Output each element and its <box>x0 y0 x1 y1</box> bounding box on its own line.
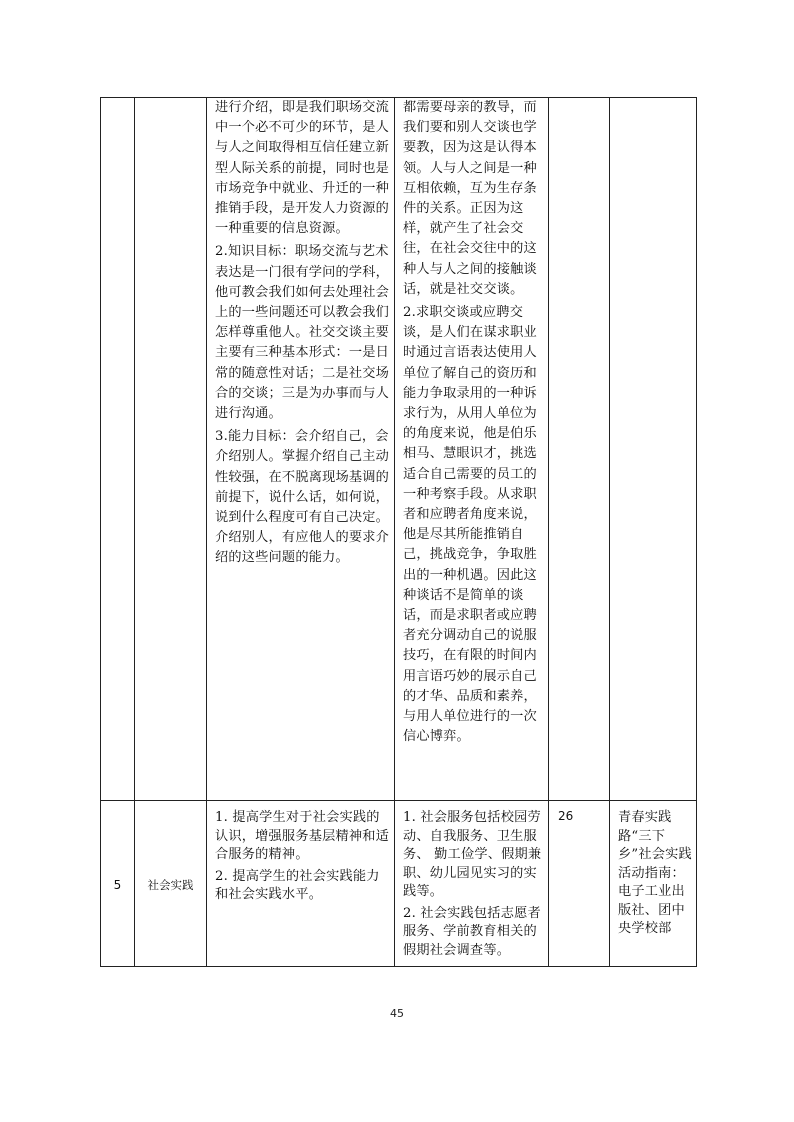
content-cell <box>395 98 549 801</box>
course-name-cell: 社会实践 <box>135 801 207 967</box>
content-paragraph: 2. 社会实践包括志愿者服务、学前教育相关的假期社会调查等。 <box>403 905 541 958</box>
resources-cell: 青春实践路“三下乡”社会实践活动指南：电子工业出版社、团中央学校部 <box>610 801 697 967</box>
hours-cell: 26 <box>549 801 610 967</box>
objective-paragraph: 2.知识目标：职场交流与艺术表达是一门很有学问的学科，他可教会我们如何去处理社会上的一些问题还可以教会我们怎样尊重他人。社交交谈主要主要有三种基本形式：一是日常的随意性对话；二是社交场合的交谈；三是为办事而与人进行沟通。 <box>215 244 390 422</box>
content-paragraph: 都需要母亲的教导，而我们要和别人交谈也学要教，因为这是认得本领。人与人之间是一种互相依赖，互为生存条件的关系。正因为这样，就产生了社会交往，在社会交往中的这种人与人之间的接触谈话，就是社交交谈。 <box>403 100 537 297</box>
objective-paragraph: 3.能力目标：会介绍自己，会介绍别人。掌握介绍自己主动性较强，在不脱离现场基调的前提下，说什么话，如何说，说到什么程度可有自己决定。介绍别人，有应他人的要求介绍的这些问题的能力。 <box>215 429 390 566</box>
table-row <box>101 801 697 967</box>
objectives-cell <box>207 98 395 801</box>
objective-paragraph: 1. 提高学生对于社会实践的认识，增强服务基层精神和适合服务的精神。 <box>215 810 390 862</box>
resources-cell <box>610 98 697 801</box>
content-cell <box>395 801 549 967</box>
course-name-cell <box>135 98 207 801</box>
row-number-cell <box>101 98 135 801</box>
hours-cell <box>549 98 610 801</box>
content-paragraph: 1. 社会服务包括校园劳动、自我服务、卫生服务、 勤工俭学、假期兼职、幼儿园见实习的实践等。 <box>403 810 542 899</box>
content-paragraph: 2.求职交谈或应聘交谈，是人们在谋求职业时通过言语表达使用人单位了解自己的资历和能力争取录用的一种诉求行为，从用人单位为的角度来说，他是伯乐相马、慧眼识才，挑选适合自己需要的员工的一种考察手段。从求职者和应聘者角度来说，他是尽其所能推销自己，挑战竞争，争取胜出的一种机遇。因此这种谈话不是简单的谈话，而是求职者或应聘者充分调动自己的说服技巧，在有限的时间内用言语巧妙的展示自己的才华、品质和素养，与用人单位进行的一次信心博弈。 <box>403 305 537 745</box>
objective-paragraph: 2. 提高学生的社会实践能力和社会实践水平。 <box>215 868 380 902</box>
table-row <box>101 98 697 801</box>
objectives-cell <box>207 801 395 967</box>
page-number: 45 <box>390 1007 404 1020</box>
row-number-cell: 5 <box>101 801 135 967</box>
course-table <box>100 97 697 967</box>
objective-paragraph: 进行介绍，即是我们职场交流中一个必不可少的环节，是人与人之间取得相互信任建立新型人际关系的前提，同时也是市场竞争中就业、升迁的一种推销手段，是开发人力资源的一种重要的信息资源。 <box>215 100 390 237</box>
